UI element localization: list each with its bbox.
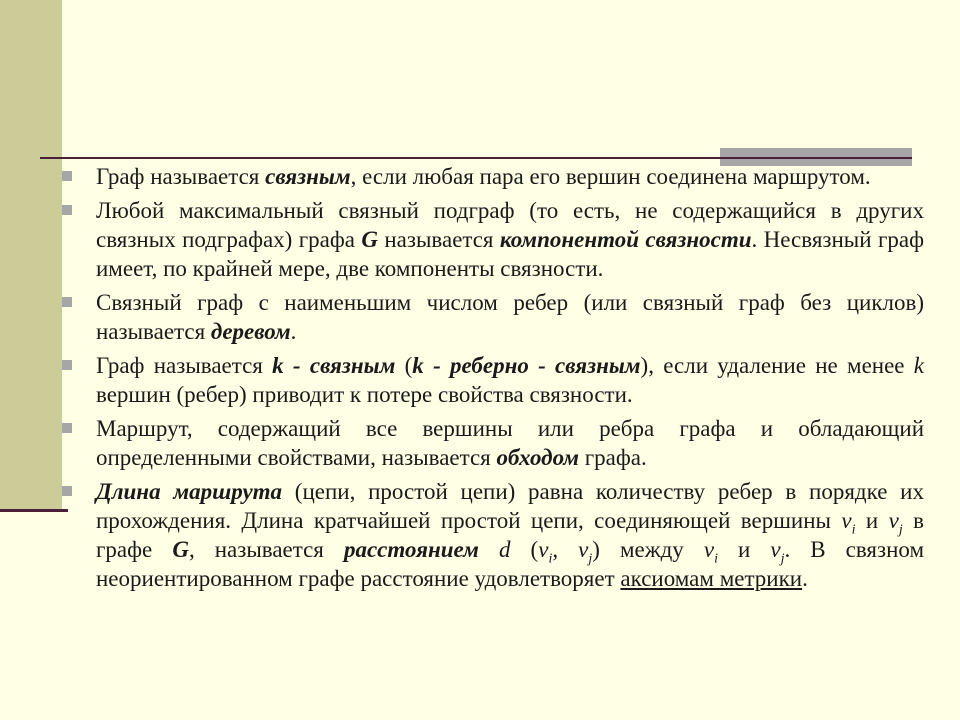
square-bullet-icon xyxy=(62,486,72,496)
term-traversal: обходом xyxy=(496,445,579,470)
graph-symbol: G xyxy=(172,537,189,562)
metric-axioms-link[interactable]: аксиомам метрики xyxy=(620,566,803,591)
list-item: Любой максимальный связный подграф (то есть, не содержащийся в других связных подграфах) графа G называется компонентой связности. Несвязный граф имеет, по крайней мере, две компоненты связности. xyxy=(62,196,924,283)
list-item: Длина маршрута (цепи, простой цепи) равна количеству ребер в порядке их прохождения. Длина кратчайшей простой цепи, соединяющей вершины $v_i$ и $v_j$ в графе G, называется расстоянием d ($v_i$, $v_j$) между $v_i$ и $v_j$. В связном неориентированном графе расстояние удовлетворяет аксиомам метрики. xyxy=(62,477,924,593)
square-bullet-icon xyxy=(62,423,72,433)
term-connected: связным xyxy=(265,164,351,189)
sidebar-bottom-line xyxy=(0,509,68,512)
term-tree: деревом xyxy=(210,319,291,344)
list-item: Граф называется связным, если любая пара его вершин соединена маршрутом. xyxy=(62,162,924,191)
term-k-connected: k - связным xyxy=(272,353,396,378)
square-bullet-icon xyxy=(62,360,72,370)
list-item: Маршрут, содержащий все вершины или ребра графа и обладающий определенными свойствами, называется обходом графа. xyxy=(62,414,924,472)
term-connected-component: компонентой связности xyxy=(499,227,752,252)
term-k-edge-connected: k - реберно - связным xyxy=(412,353,641,378)
square-bullet-icon xyxy=(62,171,72,181)
term-path-length: Длина маршрута xyxy=(96,479,283,504)
left-sidebar-band xyxy=(0,0,62,510)
header-rule xyxy=(40,157,912,159)
term-distance: расстоянием xyxy=(343,537,479,562)
slide-content xyxy=(62,162,924,598)
square-bullet-icon xyxy=(62,205,72,215)
list-item: Граф называется k - связным (k - реберно - связным), если удаление не менее k вершин (ребер) приводит к потере свойства связности. xyxy=(62,351,924,409)
k-symbol: k xyxy=(913,353,924,378)
square-bullet-icon xyxy=(62,297,72,307)
graph-symbol: G xyxy=(361,227,378,252)
list-item: Связный граф с наименьшим числом ребер (или связный граф без циклов) называется деревом. xyxy=(62,288,924,346)
